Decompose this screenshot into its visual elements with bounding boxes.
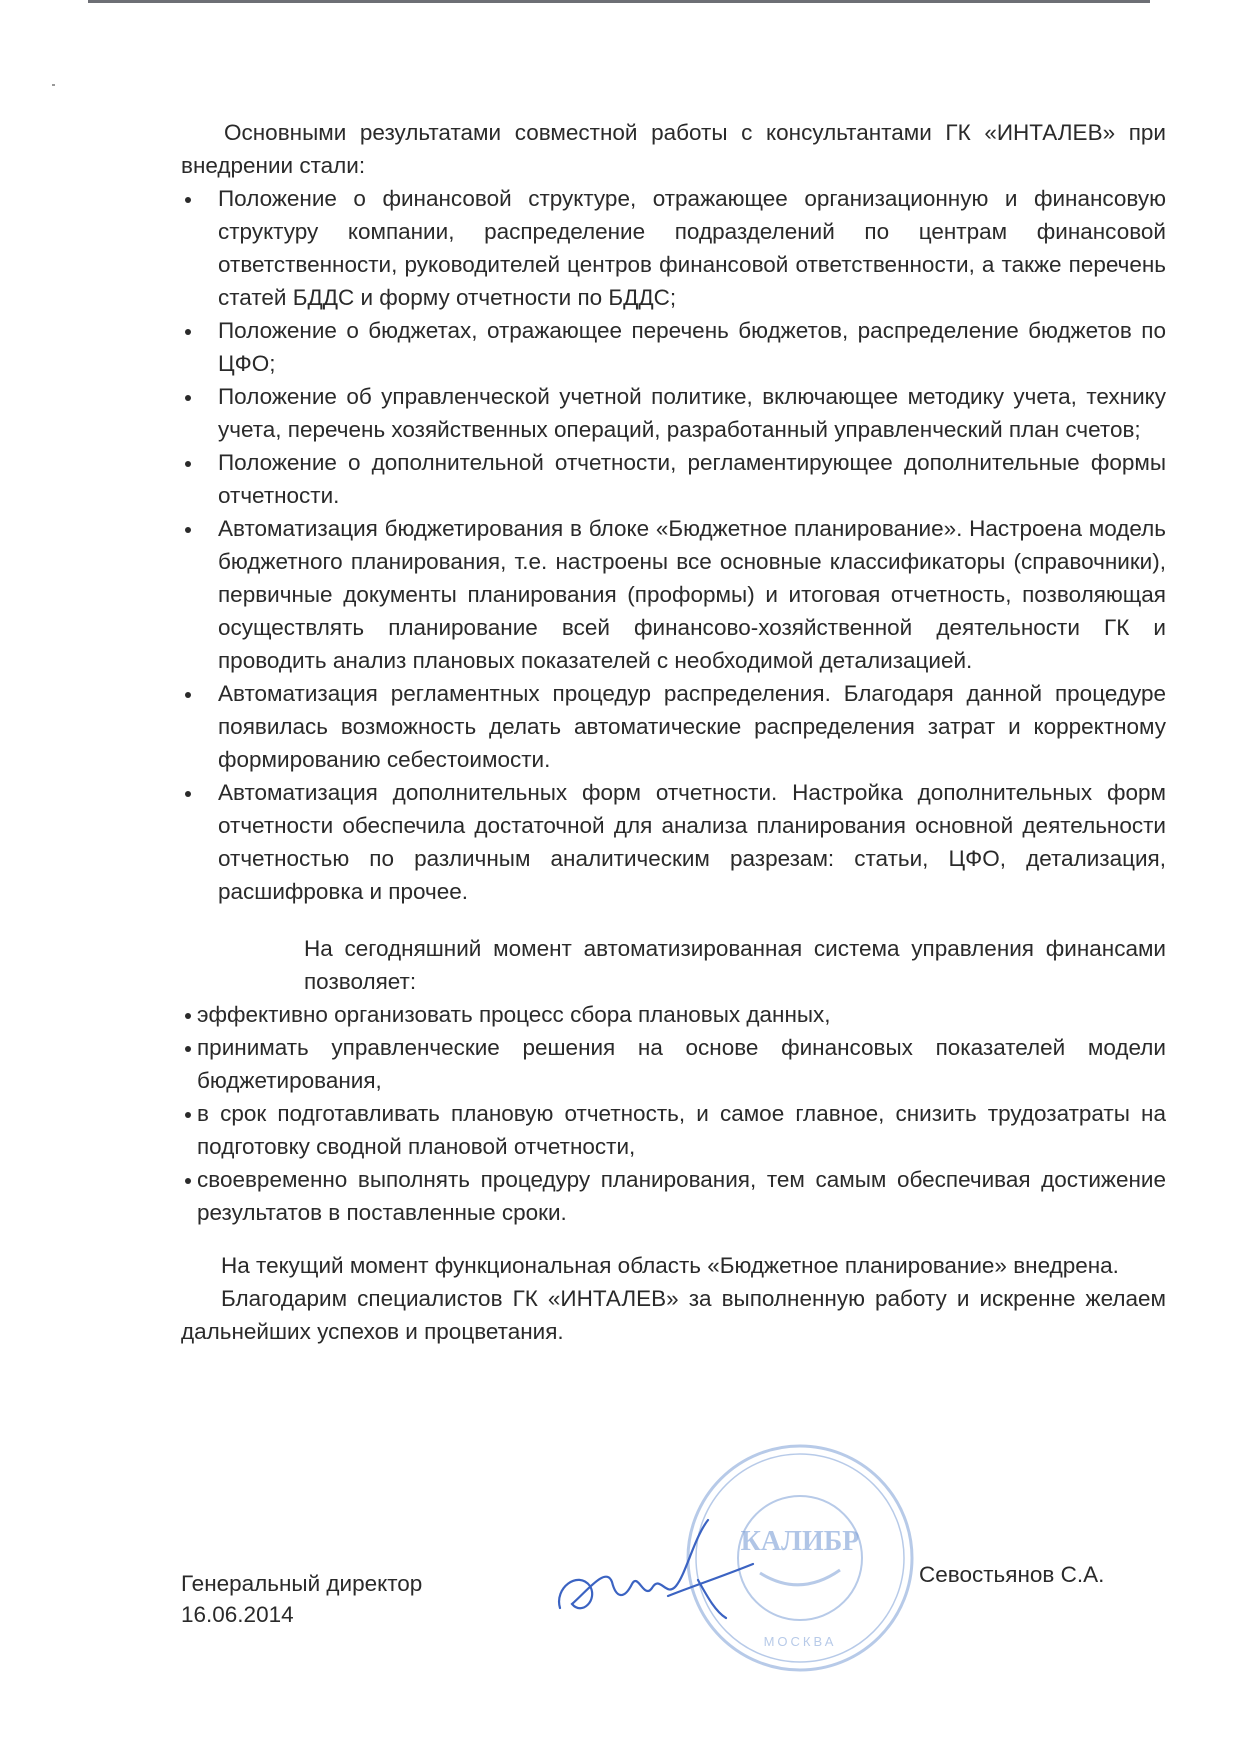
stamp-bottom-text: МОСКВА (763, 1634, 837, 1649)
results-item: Положение о финансовой структуре, отражающее организационную и финансовую структуру компании, распределение подразделений по центрам финансовой ответственности, руководителей центров финансовой ответственности, а также перечень статей БДДС и форму отчетности по БДДС; (181, 182, 1166, 314)
stamp-center-text: КАЛИБР (740, 1526, 860, 1557)
closing-paragraph: На текущий момент функциональная область «Бюджетное планирование» внедрена. (221, 1253, 1119, 1278)
letter-date: 16.06.2014 (181, 1602, 294, 1627)
signatory-position: Генеральный директор (181, 1571, 423, 1596)
capabilities-item: своевременно выполнять процедуру планирования, тем самым обеспечивая достижение результатов в поставленные сроки. (181, 1163, 1166, 1229)
capabilities-item: эффективно организовать процесс сбора плановых данных, (181, 998, 1166, 1031)
capabilities-item: принимать управленческие решения на основе финансовых показателей модели бюджетирования, (181, 1031, 1166, 1097)
thanks-paragraph: Благодарим специалистов ГК «ИНТАЛЕВ» за выполненную работу и искренне желаем дальнейших успехов и процветания. (181, 1286, 1166, 1344)
results-item: Автоматизация дополнительных форм отчетности. Настройка дополнительных форм отчетности обеспечила достаточной для анализа планирования основной деятельности отчетностью по различным аналитическим разрезам: статьи, ЦФО, детализация, расшифровка и прочее. (181, 776, 1166, 908)
results-intro: Основными результатами совместной работы с консультантами ГК «ИНТАЛЕВ» при внедрении стали: (181, 120, 1166, 178)
signatory-name: Севостьянов С.А. (919, 1562, 1105, 1587)
results-item: Автоматизация бюджетирования в блоке «Бюджетное планирование». Настроена модель бюджетного планирования, т.е. настроены все основные классификаторы (справочники), первичные документы планирования (проформы) и итоговая отчетность, позволяющая осуществлять планирование всей финансово-хозяйственной деятельности ГК и проводить анализ плановых показателей с необходимой детализацией. (181, 512, 1166, 677)
letter-body (181, 116, 1166, 1348)
results-item: Положение об управленческой учетной политике, включающее методику учета, технику учета, перечень хозяйственных операций, разработанный управленческий план счетов; (181, 380, 1166, 446)
capabilities-item: в срок подготавливать плановую отчетность, и самое главное, снизить трудозатраты на подготовку сводной плановой отчетности, (181, 1097, 1166, 1163)
results-list (181, 182, 1166, 908)
handwritten-signature (548, 1508, 778, 1628)
scan-speck (52, 84, 55, 86)
results-item: Положение о бюджетах, отражающее перечень бюджетов, распределение бюджетов по ЦФО; (181, 314, 1166, 380)
results-item: Автоматизация регламентных процедур распределения. Благодаря данной процедуре появилась возможность делать автоматические распределения затрат и корректному формированию себестоимости. (181, 677, 1166, 776)
capabilities-list (181, 998, 1166, 1229)
scan-top-edge (88, 0, 1150, 3)
results-item: Положение о дополнительной отчетности, регламентирующее дополнительные формы отчетности. (181, 446, 1166, 512)
capabilities-intro: На сегодняшний момент автоматизированная система управления финансами позволяет: (304, 936, 1166, 994)
signatory-block (181, 1568, 422, 1630)
